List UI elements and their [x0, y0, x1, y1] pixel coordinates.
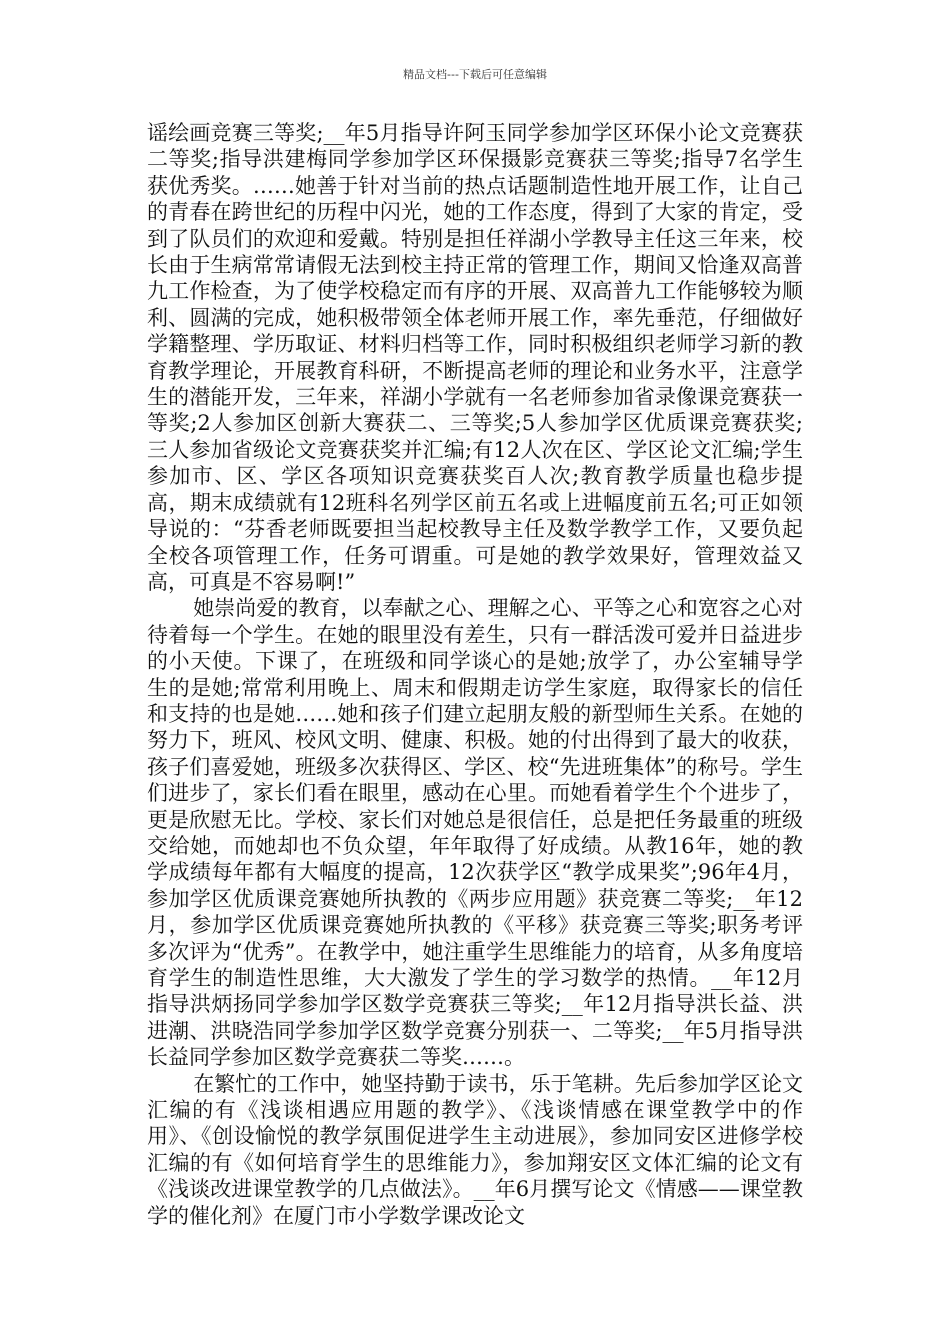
paragraph-3: 在繁忙的工作中，她坚持勤于读书，乐于笔耕。先后参加学区论文汇编的有《浅谈相遇应用题的教学》、《浅谈情感在课堂教学中的作用》、《创设愉悦的教学氛围促进学生主动进展》，参加同安区进修学校汇编的有《如何培育学生的思维能力》，参加翔安区文体汇编的论文有《浅谈改进课堂教学的几点做法》。__年6月撰写论文《情感——课堂教学的催化剂》在厦门市小学数学课改论文	[147, 1071, 803, 1228]
paragraph-1: 谣绘画竞赛三等奖;__年5月指导许阿玉同学参加学区环保小论文竞赛获二等奖;指导洪建梅同学参加学区环保摄影竞赛获三等奖;指导7名学生获优秀奖。……她善于针对当前的热点话题制造性地开展工作，让自己的青春在跨世纪的历程中闪光，她的工作态度，得到了大家的肯定，受到了队员们的欢迎和爱戴。特别是担任祥湖小学教导主任这三年来，校长由于生病常常请假无法到校主持正常的管理工作，期间又恰逢双高普九工作检查，为了使学校稳定而有序的开展、双高普九工作能够较为顺利、圆满的完成，她积极带领全体老师开展工作，率先垂范，仔细做好学籍整理、学历取证、材料归档等工作，同时积极组织老师学习新的教育教学理论，开展教育科研，不断提高老师的理论和业务水平，注意学生的潜能开发，三年来，祥湖小学就有一名老师参加省录像课竞赛获一等奖;2人参加区创新大赛获二、三等奖;5人参加学区优质课竞赛获奖;三人参加省级论文竞赛获奖并汇编;有12人次在区、学区论文汇编;学生参加市、区、学区各项知识竞赛获奖百人次;教育教学质量也稳步提高，期末成绩就有12班科名列学区前五名或上进幅度前五名;可正如领导说的：“芬香老师既要担当起校教导主任及数学教学工作，又要负起全校各项管理工作，任务可谓重。可是她的教学效果好，管理效益又高，可真是不容易啊!”	[147, 121, 803, 594]
document-body	[147, 120, 803, 1229]
page-header: 精品文档---下载后可任意编辑	[403, 68, 547, 81]
paragraph-2: 她崇尚爱的教育，以奉献之心、理解之心、平等之心和宽容之心对待着每一个学生。在她的眼里没有差生，只有一群活泼可爱并日益进步的小天使。下课了，在班级和同学谈心的是她;放学了，办公室辅导学生的是她;常常利用晚上、周末和假期走访学生家庭，取得家长的信任和支持的也是她……她和孩子们建立起朋友般的新型师生关系。在她的努力下，班风、校风文明、健康、积极。她的付出得到了最大的收获，孩子们喜爱她，班级多次获得区、学区、校“先进班集体”的称号。学生们进步了，家长们看在眼里，感动在心里。而她看着学生个个进步了，更是欣慰无比。学校、家长们对她总是很信任，总是把任务最重的班级交给她，而她却也不负众望，年年取得了好成绩。从教16年，她的教学成绩每年都有大幅度的提高，12次获学区“教学成果奖”;96年4月，参加学区优质课竞赛她所执教的《两步应用题》获竞赛二等奖;__年12月，参加学区优质课竞赛她所执教的《平移》获竞赛三等奖;职务考评多次评为“优秀”。在教学中，她注重学生思维能力的培育，从多角度培育学生的制造性思维，大大激发了学生的学习数学的热情。__年12月指导洪炳扬同学参加学区数学竞赛获三等奖;__年12月指导洪长益、洪进潮、洪晓浩同学参加学区数学竞赛分别获一、二等奖;__年5月指导洪长益同学参加区数学竞赛获二等奖……。	[147, 596, 803, 1070]
